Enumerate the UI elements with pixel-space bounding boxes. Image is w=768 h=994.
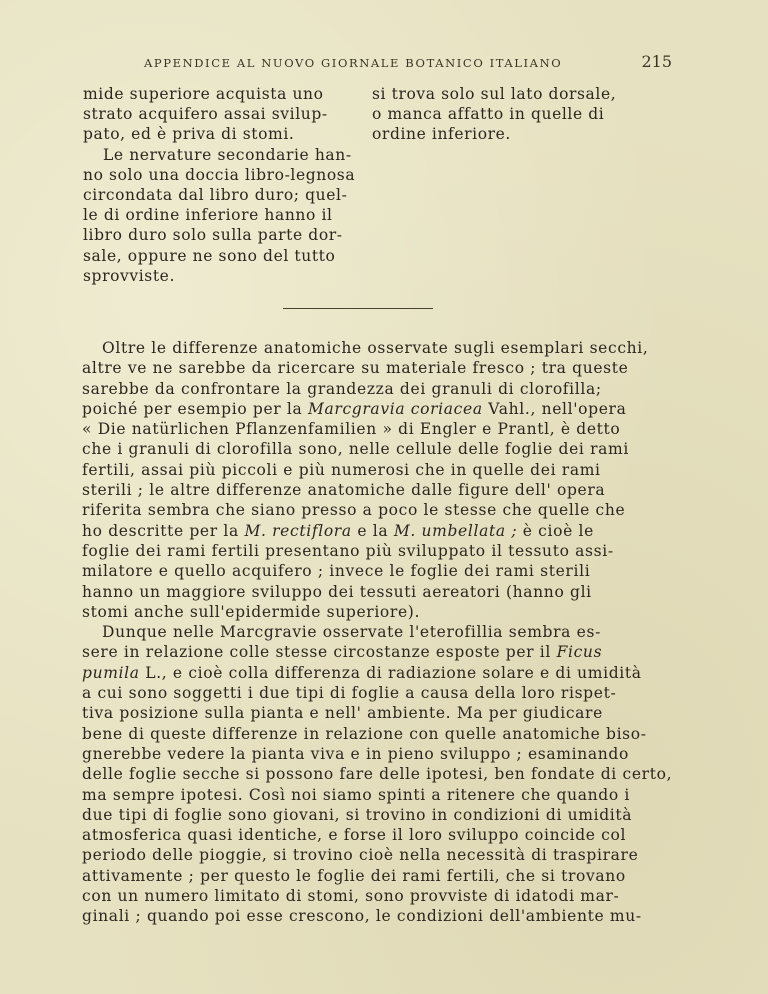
text-line: altre ve ne sarebbe da ricercare su materiale fresco ; tra queste: [82, 359, 629, 378]
section-divider: [283, 308, 433, 309]
text-run: ho descritte per la: [82, 521, 245, 540]
text-line: ordine inferiore.: [372, 125, 511, 144]
text-line: Le nervature secondarie han-: [103, 145, 352, 164]
text-line: due tipi di foglie sono giovani, si trovino in condizioni di umidità: [82, 805, 633, 824]
species-name: Marcgravia coriacea: [308, 399, 483, 418]
text-line: sale, oppure ne sono del tutto: [83, 246, 336, 265]
text-run: e la: [351, 521, 394, 540]
text-line: stomi anche sull'epidermide superiore).: [82, 602, 421, 621]
text-line: [82, 663, 672, 683]
text-line: sarebbe da confrontare la grandezza dei granuli di clorofilla;: [82, 379, 602, 398]
text-line: si trova solo sul lato dorsale,: [372, 85, 617, 103]
text-run: poiché per esempio per la: [82, 399, 308, 418]
text-line: atmosferica quasi identiche, e forse il loro sviluppo coincide col: [82, 826, 627, 845]
text-line: mide superiore acquista uno: [83, 85, 324, 103]
text-line: delle foglie secche si possono fare delle ipotesi, ben fondate di certo,: [82, 765, 673, 784]
species-name: M. umbellata ;: [393, 521, 518, 540]
species-name: M. rectiflora: [244, 521, 352, 540]
left-column: [83, 84, 356, 286]
text-line: pato, ed è priva di stomi.: [83, 125, 295, 144]
text-line: strato acquifero assai svilup-: [83, 105, 328, 124]
text-line: ginali ; quando poi esse crescono, le condizioni dell'ambiente mu-: [82, 907, 642, 926]
main-text: [82, 338, 672, 927]
text-line: Dunque nelle Marcgravie osservate l'eterofillia sembra es-: [102, 623, 601, 642]
species-name: pumila: [82, 663, 140, 682]
text-run: sere in relazione colle stesse circostanze esposte per il: [82, 643, 557, 662]
text-line: [82, 642, 672, 662]
text-line: a cui sono soggetti i due tipi di foglie a causa della loro rispet-: [82, 684, 617, 703]
text-line: sprovviste.: [83, 266, 175, 285]
text-line: riferita sembra che siano presso a poco le stesse che quelle che: [82, 501, 626, 520]
text-line: o manca affatto in quelle di: [372, 105, 605, 124]
text-line: « Die natürlichen Pflanzenfamilien » di Engler e Prantl, è detto: [82, 420, 621, 439]
text-line: le di ordine inferiore hanno il: [83, 206, 333, 225]
right-column: [372, 84, 662, 145]
journal-title: APPENDICE AL NUOVO GIORNALE BOTANICO ITALIANO: [144, 56, 563, 70]
text-line: con un numero limitato di stomi, sono provviste di idatodi mar-: [82, 887, 620, 906]
text-line: che i granuli di clorofilla sono, nelle cellule delle foglie dei rami: [82, 440, 630, 459]
text-line: foglie dei rami fertili presentano più sviluppato il tessuto assi-: [82, 541, 614, 560]
text-line: Oltre le differenze anatomiche osservate sugli esemplari secchi,: [102, 339, 649, 357]
text-line: fertili, assai più piccoli e più numerosi che in quelle dei rami: [82, 460, 601, 479]
species-name: Ficus: [556, 643, 603, 662]
text-line: libro duro solo sulla parte dor-: [83, 226, 343, 245]
text-line: bene di queste differenze in relazione con quelle anatomiche biso-: [82, 724, 647, 743]
text-line: [82, 521, 672, 541]
page-number: 215: [641, 52, 672, 71]
text-line: tiva posizione sulla pianta e nell' ambiente. Ma per giudicare: [82, 704, 603, 723]
text-line: sterili ; le altre differenze anatomiche dalle figure dell' opera: [82, 481, 606, 500]
text-line: circondata dal libro duro; quel-: [83, 185, 348, 204]
text-line: no solo una doccia libro-legnosa: [83, 165, 356, 184]
text-run: è cioè le: [517, 521, 594, 540]
text-line: [82, 399, 672, 419]
text-line: ma sempre ipotesi. Così noi siamo spinti a ritenere che quando i: [82, 785, 630, 804]
running-header: [82, 52, 672, 76]
text-line: milatore e quello acquifero ; invece le foglie dei rami sterili: [82, 562, 591, 581]
text-line: gnerebbe vedere la pianta viva e in pieno sviluppo ; esaminando: [82, 744, 629, 763]
text-run: Vahl., nell'opera: [482, 399, 627, 418]
text-line: hanno un maggiore sviluppo dei tessuti aereatori (hanno gli: [82, 582, 592, 601]
text-line: periodo delle pioggie, si trovino cioè nella necessità di traspirare: [82, 846, 639, 865]
text-run: L., e cioè colla differenza di radiazione solare e di umidità: [139, 663, 642, 682]
text-line: attivamente ; per questo le foglie dei rami fertili, che si trovano: [82, 866, 626, 885]
